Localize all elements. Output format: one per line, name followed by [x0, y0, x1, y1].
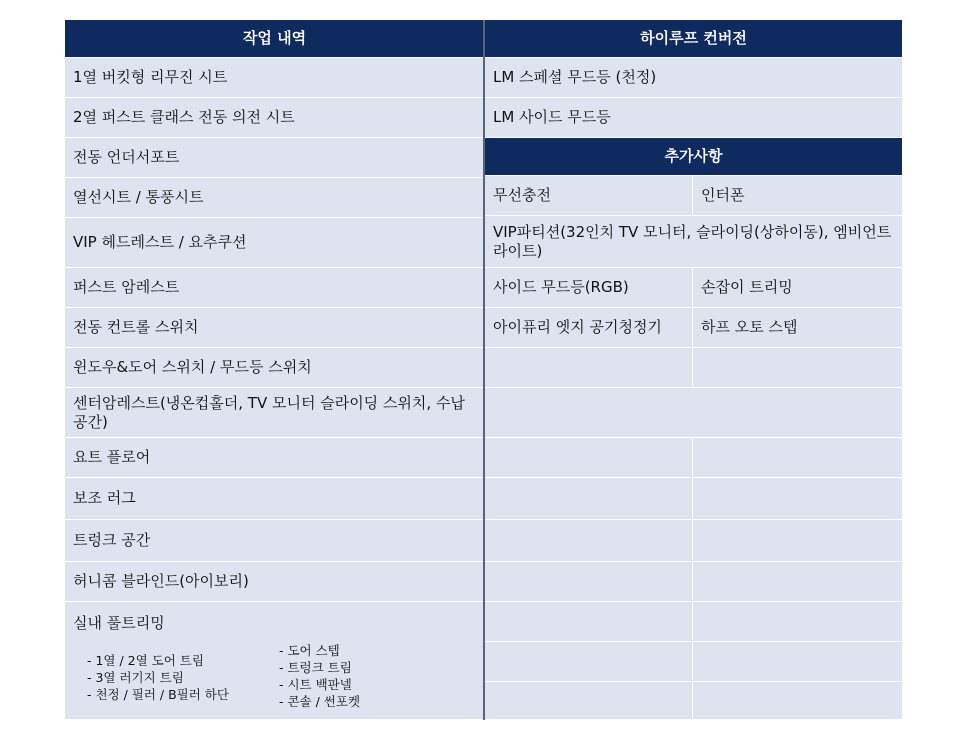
- extra-item: 하프 오토 스텝: [693, 308, 903, 348]
- extra-item: 손잡이 트리밍: [693, 268, 903, 308]
- empty-cell: [485, 348, 693, 388]
- work-item: 열선시트 / 통풍시트: [65, 178, 485, 218]
- trimming-details-right: [279, 642, 360, 710]
- work-item-label: 실내 풀트리밍: [73, 614, 165, 632]
- work-item-trimming: [65, 602, 485, 720]
- conversion-header: 하이루프 컨버전: [485, 20, 903, 58]
- trimming-detail: - 도어 스텝: [279, 643, 340, 658]
- work-item: VIP 헤드레스트 / 요추쿠션: [65, 218, 485, 268]
- empty-cell: [693, 478, 903, 520]
- work-item: 허니콤 블라인드(아이보리): [65, 562, 485, 602]
- work-item: 센터암레스트(냉온컵홀더, TV 모니터 슬라이딩 스위치, 수납공간): [65, 388, 485, 438]
- empty-cell: [485, 562, 693, 602]
- empty-cell: [485, 520, 693, 562]
- empty-cell: [693, 562, 903, 602]
- extra-item: 사이드 무드등(RGB): [485, 268, 693, 308]
- trimming-detail: - 시트 백판넬: [279, 677, 352, 692]
- trimming-detail: - 천정 / 필러 / B필러 하단: [87, 687, 229, 702]
- extra-item: 인터폰: [693, 176, 903, 216]
- trimming-detail: - 1열 / 2열 도어 트림: [87, 653, 204, 668]
- conversion-item: LM 스페셜 무드등 (천정): [485, 58, 903, 98]
- work-item: 1열 버킷형 리무진 시트: [65, 58, 485, 98]
- trimming-details-left: [87, 652, 229, 703]
- empty-cell: [485, 438, 693, 478]
- work-item: 보조 러그: [65, 478, 485, 520]
- empty-cell: [693, 348, 903, 388]
- empty-cell: [485, 478, 693, 520]
- extras-header: 추가사항: [485, 138, 903, 176]
- work-item: 퍼스트 암레스트: [65, 268, 485, 308]
- empty-cell: [693, 438, 903, 478]
- column-divider: [483, 20, 485, 720]
- trimming-detail: - 콘솔 / 썬포켓: [279, 694, 361, 709]
- work-item: 요트 플로어: [65, 438, 485, 478]
- empty-cell: [485, 388, 903, 438]
- empty-cell: [693, 682, 903, 720]
- empty-cell: [485, 682, 693, 720]
- empty-cell: [485, 642, 693, 682]
- extra-item: VIP파티션(32인치 TV 모니터, 슬라이딩(상하이동), 엠비언트라이트): [485, 216, 903, 268]
- work-item: 전동 언더서포트: [65, 138, 485, 178]
- empty-cell: [693, 642, 903, 682]
- empty-cell: [693, 520, 903, 562]
- conversion-item: LM 사이드 무드등: [485, 98, 903, 138]
- empty-cell: [693, 602, 903, 642]
- work-items-header: 작업 내역: [65, 20, 485, 58]
- trimming-detail: - 3열 러기지 트림: [87, 670, 184, 685]
- options-table: [65, 20, 903, 720]
- work-item: 윈도우&도어 스위치 / 무드등 스위치: [65, 348, 485, 388]
- work-item: 2열 퍼스트 클래스 전동 의전 시트: [65, 98, 485, 138]
- work-item: 트렁크 공간: [65, 520, 485, 562]
- extra-item: 무선충전: [485, 176, 693, 216]
- empty-cell: [485, 602, 693, 642]
- work-item: 전동 컨트롤 스위치: [65, 308, 485, 348]
- extra-item: 아이퓨리 엣지 공기청정기: [485, 308, 693, 348]
- trimming-detail: - 트렁크 트림: [279, 660, 352, 675]
